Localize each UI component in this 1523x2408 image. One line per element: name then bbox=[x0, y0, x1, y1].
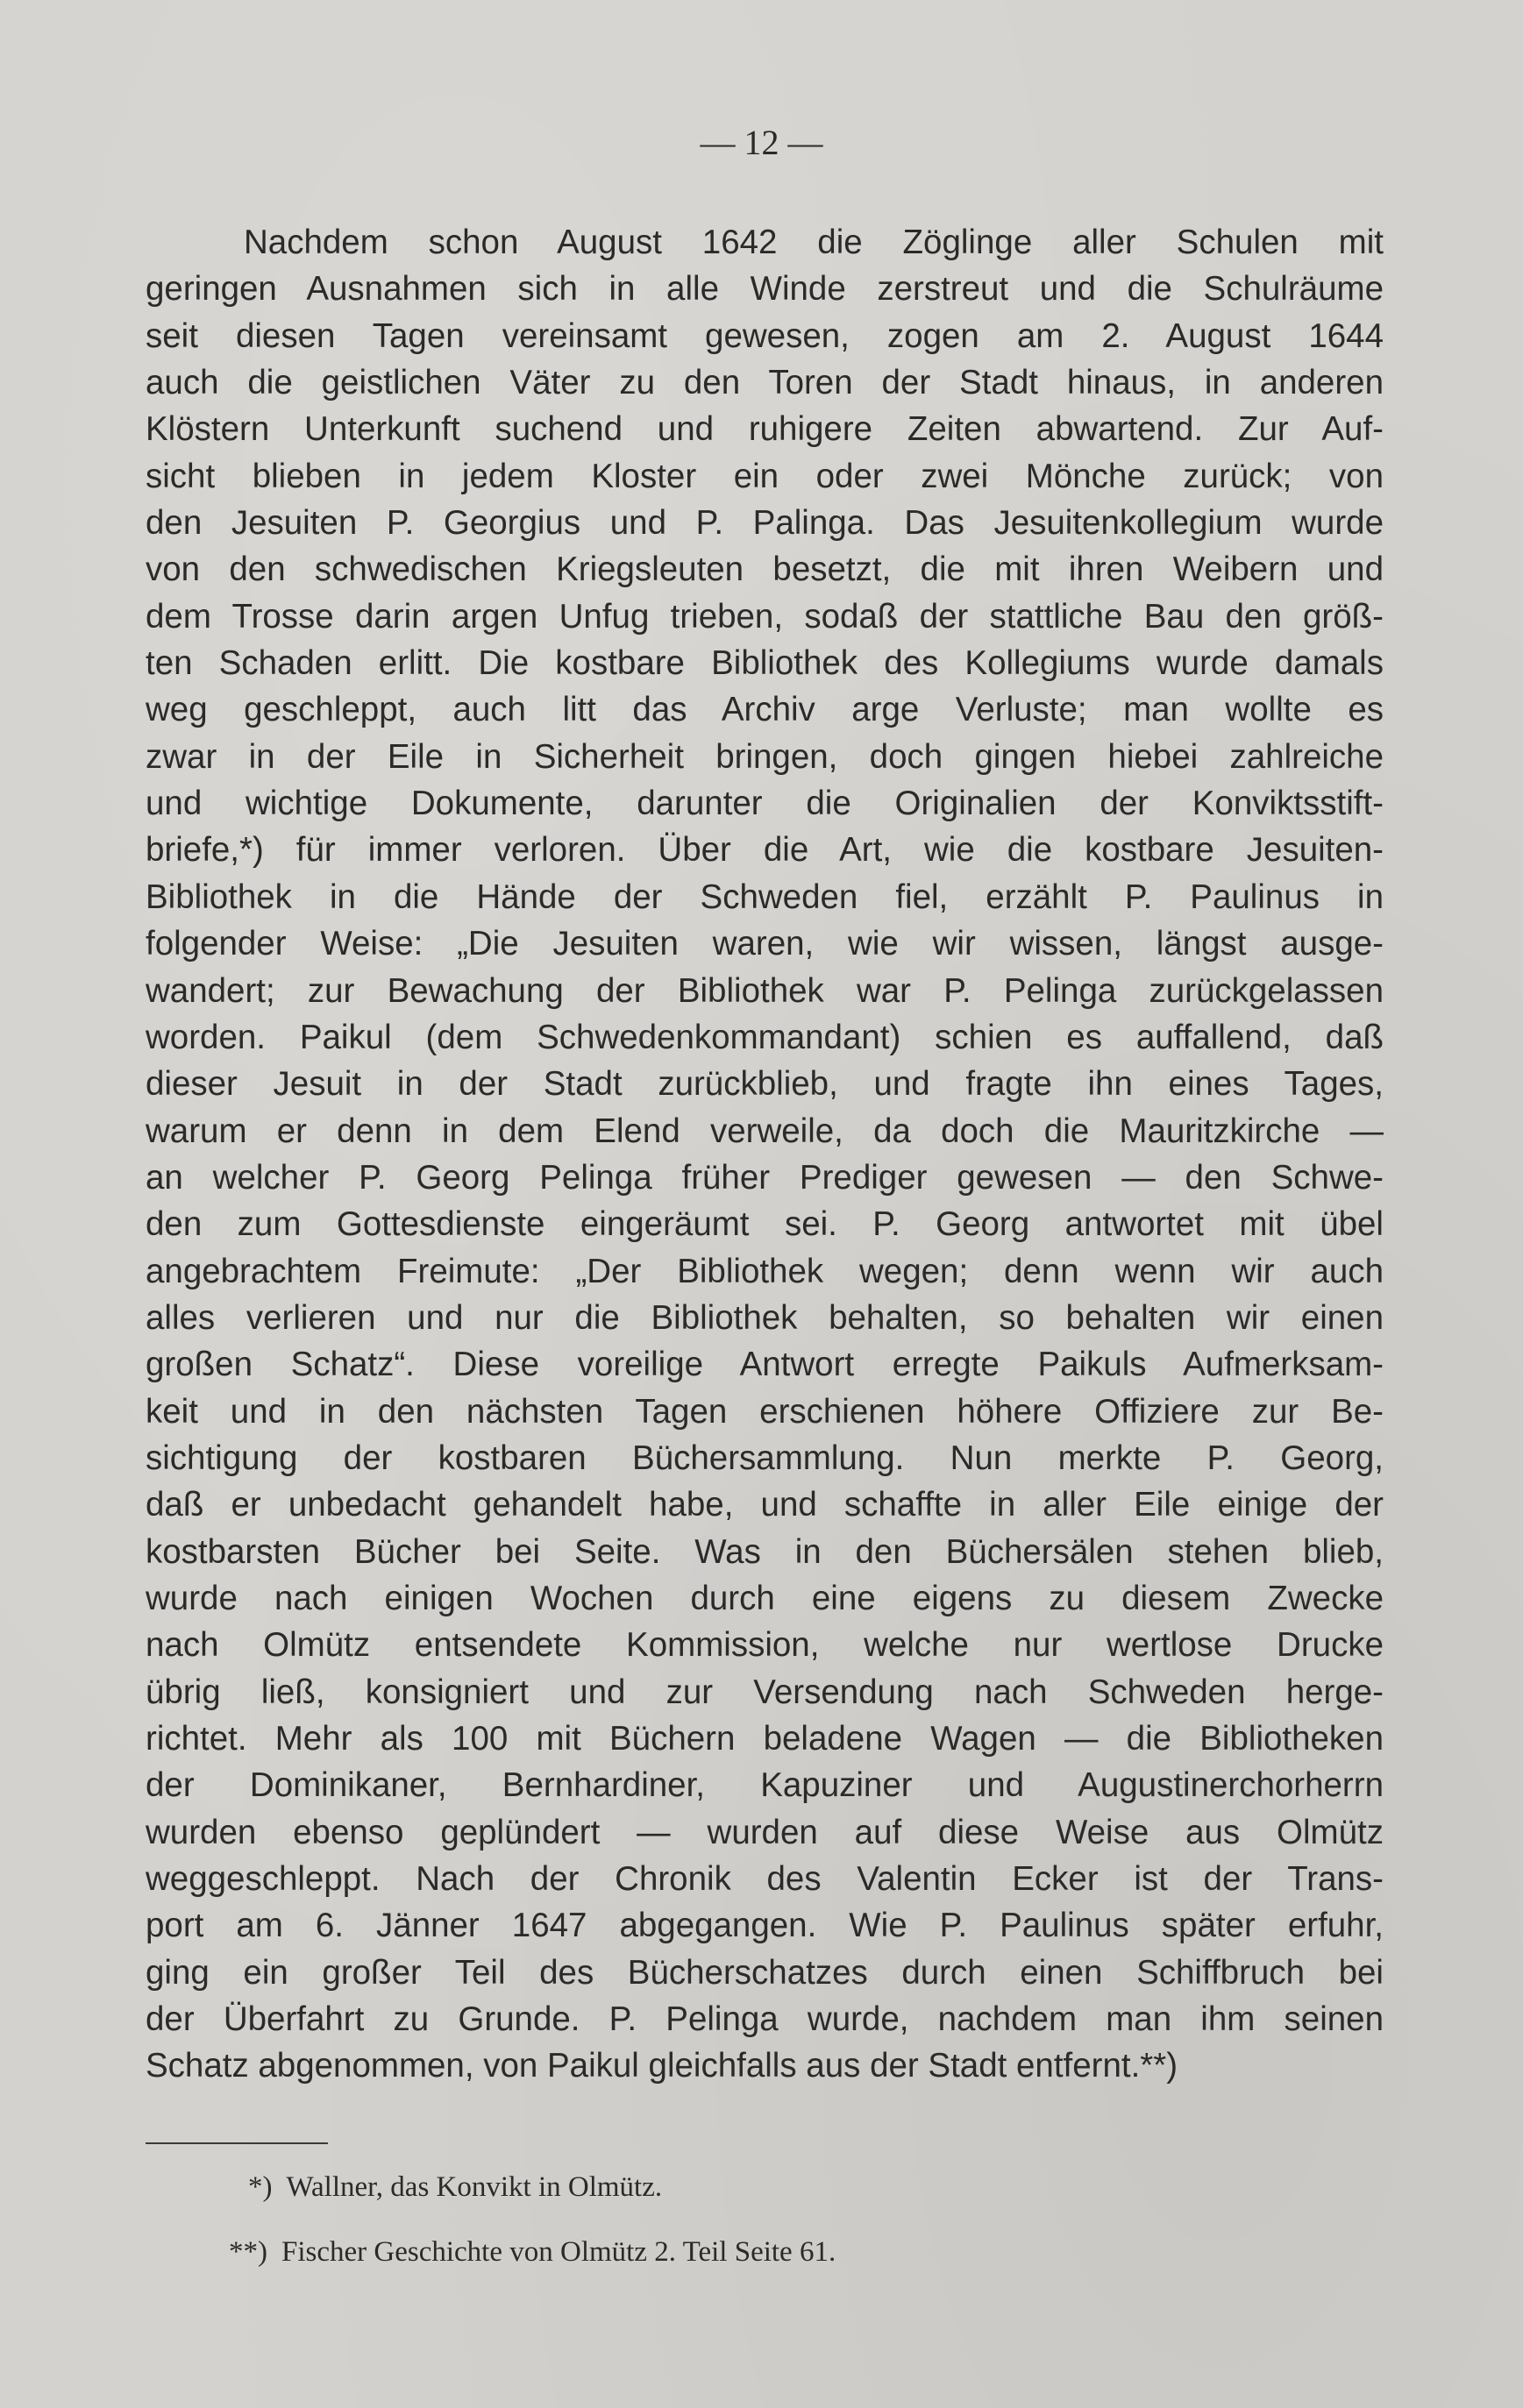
text-line: keit und in den nächsten Tagen erschienen höhere Offiziere zur Be- bbox=[146, 1392, 1384, 1431]
text-line: geringen Ausnahmen sich in alle Winde zerstreut und die Schulräume bbox=[146, 270, 1384, 309]
footnote-mark: **) bbox=[229, 2236, 267, 2268]
text-line: dem Trosse darin argen Unfug trieben, sodaß der stattliche Bau den größ- bbox=[146, 597, 1384, 636]
text-line: richtet. Mehr als 100 mit Büchern beladene Wagen — die Bibliotheken bbox=[146, 1720, 1384, 1758]
footnote-text: Wallner, das Konvikt in Olmütz. bbox=[286, 2171, 663, 2203]
text-line: kostbarsten Bücher bei Seite. Was in den Büchersälen stehen blieb, bbox=[146, 1532, 1384, 1571]
text-line: weg geschleppt, auch litt das Archiv arge Verluste; man wollte es bbox=[146, 691, 1384, 729]
text-line: ging ein großer Teil des Bücherschatzes durch einen Schiffbruch bei bbox=[146, 1953, 1384, 1992]
footnote-divider bbox=[146, 2142, 328, 2144]
text-line: sicht blieben in jedem Kloster ein oder zwei Mönche zurück; von bbox=[146, 457, 1384, 495]
text-line: ten Schaden erlitt. Die kostbare Bibliothek des Kollegiums wurde damals bbox=[146, 644, 1384, 683]
footnote-mark: *) bbox=[248, 2171, 273, 2203]
text-line: briefe,*) für immer verloren. Über die Art, wie die kostbare Jesuiten- bbox=[146, 831, 1384, 870]
text-line: alles verlieren und nur die Bibliothek behalten, so behalten wir einen bbox=[146, 1298, 1384, 1337]
footnote bbox=[248, 2168, 662, 2206]
text-line: weggeschleppt. Nach der Chronik des Valentin Ecker ist der Trans- bbox=[146, 1860, 1384, 1899]
text-line: an welcher P. Georg Pelinga früher Prediger gewesen — den Schwe- bbox=[146, 1158, 1384, 1197]
text-line: Schatz abgenommen, von Paikul gleichfalls aus der Stadt entfernt.**) bbox=[146, 2047, 1178, 2085]
text-line: von den schwedischen Kriegsleuten besetzt, die mit ihren Weibern und bbox=[146, 551, 1384, 589]
text-line: dieser Jesuit in der Stadt zurückblieb, und fragte ihn eines Tages, bbox=[146, 1065, 1384, 1104]
page-number: — 12 — bbox=[700, 123, 823, 162]
text-line: wandert; zur Bewachung der Bibliothek war P. Pelinga zurückgelassen bbox=[146, 971, 1384, 1010]
text-line: der Überfahrt zu Grunde. P. Pelinga wurde, nachdem man ihm seinen bbox=[146, 2000, 1384, 2039]
text-line: nach Olmütz entsendete Kommission, welche nur wertlose Drucke bbox=[146, 1626, 1384, 1665]
body-text bbox=[146, 219, 1384, 2090]
text-line: zwar in der Eile in Sicherheit bringen, doch gingen hiebei zahlreiche bbox=[146, 737, 1384, 776]
text-line: auch die geistlichen Väter zu den Toren der Stadt hinaus, in anderen bbox=[146, 364, 1384, 402]
text-line: wurden ebenso geplündert — wurden auf diese Weise aus Olmütz bbox=[146, 1813, 1384, 1851]
footnote-text: Fischer Geschichte von Olmütz 2. Teil Seite 61. bbox=[281, 2236, 836, 2268]
text-line: der Dominikaner, Bernhardiner, Kapuziner und Augustinerchorherrn bbox=[146, 1766, 1384, 1805]
text-line: angebrachtem Freimute: „Der Bibliothek wegen; denn wenn wir auch bbox=[146, 1252, 1384, 1290]
text-line: warum er denn in dem Elend verweile, da doch die Mauritzkirche — bbox=[146, 1112, 1384, 1150]
text-line: seit diesen Tagen vereinsamt gewesen, zogen am 2. August 1644 bbox=[146, 316, 1384, 355]
text-line: folgender Weise: „Die Jesuiten waren, wie wir wissen, längst ausge- bbox=[146, 925, 1384, 963]
text-line: port am 6. Jänner 1647 abgegangen. Wie P. Paulinus später erfuhr, bbox=[146, 1907, 1384, 1945]
text-line: übrig ließ, konsigniert und zur Versendung nach Schweden herge- bbox=[146, 1673, 1384, 1711]
text-line: Bibliothek in die Hände der Schweden fiel, erzählt P. Paulinus in bbox=[146, 877, 1384, 916]
text-line: den zum Gottesdienste eingeräumt sei. P. Georg antwortet mit übel bbox=[146, 1205, 1384, 1244]
text-line: und wichtige Dokumente, darunter die Originalien der Konviktsstift- bbox=[146, 785, 1384, 823]
text-line: wurde nach einigen Wochen durch eine eigens zu diesem Zwecke bbox=[146, 1579, 1384, 1617]
text-line: daß er unbedacht gehandelt habe, und schaffte in aller Eile einige der bbox=[146, 1486, 1384, 1524]
text-line: sichtigung der kostbaren Büchersammlung. Nun merkte P. Georg, bbox=[146, 1438, 1384, 1477]
text-line: Nachdem schon August 1642 die Zöglinge aller Schulen mit bbox=[244, 224, 1384, 261]
text-line: großen Schatz“. Diese voreilige Antwort erregte Paikuls Aufmerksam- bbox=[146, 1346, 1384, 1384]
text-line: den Jesuiten P. Georgius und P. Palinga. Das Jesuitenkollegium wurde bbox=[146, 504, 1384, 543]
text-line: worden. Paikul (dem Schwedenkommandant) schien es auffallend, daß bbox=[146, 1018, 1384, 1056]
text-line: Klöstern Unterkunft suchend und ruhigere Zeiten abwartend. Zur Auf- bbox=[146, 410, 1384, 449]
footnote bbox=[229, 2233, 836, 2271]
